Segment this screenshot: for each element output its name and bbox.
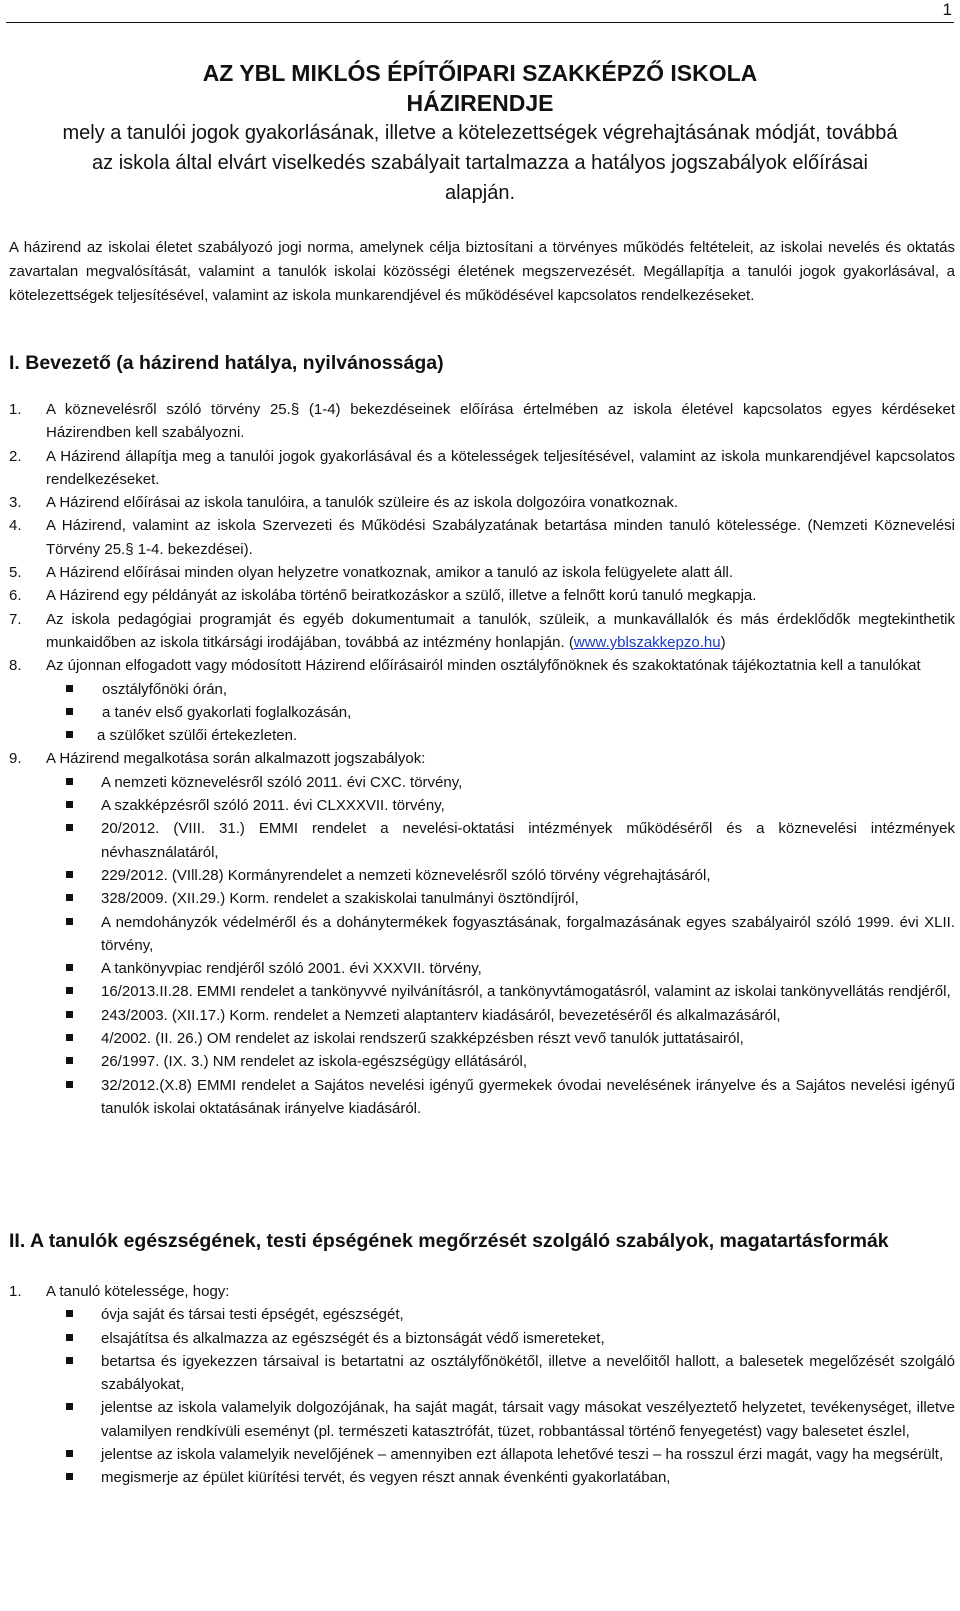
bullet-square-icon [66,1081,73,1088]
bullet-item: 32/2012.(X.8) EMMI rendelet a Sajátos nevelési igényű gyermekek óvodai nevelésének irányelve és a Sajátos nevelési igényű tanulók iskolai oktatásának irányelve kiadásáról. [9,1074,955,1121]
bullet-item: megismerje az épület kiürítési tervét, és vegyen részt annak évenkénti gyakorlatában, [9,1466,955,1489]
item-number: 4. [9,517,22,535]
item-text: A Házirend előírásai az iskola tanulóira, a tanulók szüleire és az iskola dolgozóira vonatkoznak. [46,494,679,512]
header-rule [6,22,954,23]
bullet-square-icon [66,1011,73,1018]
bullet-item: 4/2002. (II. 26.) OM rendelet az iskolai rendszerű szakképzésben részt vevő tanulók juttatásairól, [9,1027,955,1050]
bullet-item: A tankönyvpiac rendjéről szóló 2001. évi XXXVII. törvény, [9,957,955,980]
bullet-item: 26/1997. (IX. 3.) NM rendelet az iskola-egészségügy ellátásáról, [9,1050,955,1073]
section-2-heading: II. A tanulók egészségének, testi épségének megőrzését szolgáló szabályok, magatartásformák [9,1230,889,1252]
bullet-item: óvja saját és társai testi épségét, egészségét, [9,1303,955,1326]
item-number: 9. [9,750,22,768]
bullet-item: A nemzeti köznevelésről szóló 2011. évi CXC. törvény, [9,771,955,794]
bullet-item: A nemdohányzók védelméről és a dohánytermékek fogyasztásának, forgalmazásának egyes szabályairól szóló 1999. évi XLII. törvény, [9,911,955,958]
item-text: A Házirend előírásai minden olyan helyzetre vonatkoznak, amikor a tanuló az iskola felügyelete alatt áll. [46,564,734,582]
list-item [9,514,955,561]
bullet-item: jelentse az iskola valamelyik nevelőjének – amennyiben ezt állapota lehetővé teszi – ha rosszul érzi magát, vagy ha megsérült, [9,1443,955,1466]
bullet-item: a tanév első gyakorlati foglalkozásán, [9,701,955,724]
item-number: 3. [9,494,22,512]
item-number: 6. [9,587,22,605]
title-line-1: AZ YBL MIKLÓS ÉPÍTŐIPARI SZAKKÉPZŐ ISKOLA [202,60,758,86]
bullet-item: 328/2009. (XII.29.) Korm. rendelet a szakiskolai tanulmányi ösztöndíjról, [9,887,955,910]
bullet-square-icon [66,1450,73,1457]
section-1-list [9,398,955,1120]
bullet-square-icon [66,1034,73,1041]
bullet-list [9,678,955,748]
bullet-item: 229/2012. (VIll.28) Kormányrendelet a nemzeti köznevelésről szóló törvény végrehajtásáról, [9,864,955,887]
bullet-square-icon [66,1357,73,1364]
bullet-square-icon [66,778,73,785]
bullet-list [9,771,955,1120]
item-text: A Házirend egy példányát az iskolába történő beiratkozáskor a szülő, illetve a felnőtt korú tanuló megkapja. [46,587,757,605]
item-number: 1. [9,1283,22,1300]
section-2-list [9,1280,955,1490]
item-text: A köznevelésről szóló törvény 25.§ (1-4) bekezdéseinek előírása értelmében az iskola életével kapcsolatos egyes kérdéseket Házirendben kell szabályozni. [46,401,955,442]
bullet-square-icon [66,1473,73,1480]
bullet-square-icon [66,894,73,901]
bullet-square-icon [66,871,73,878]
bullet-square-icon [66,731,73,738]
bullet-item: A szakképzésről szóló 2011. évi CLXXXVII. törvény, [9,794,955,817]
bullet-item: a szülőket szülői értekezleten. [9,724,955,747]
list-item [9,1280,955,1303]
bullet-item: 16/2013.II.28. EMMI rendelet a tankönyvvé nyilvánításról, a tankönyvtámogatásról, valamint az iskolai tankönyvellátás rendjéről, [9,980,955,1003]
bullet-list [9,1303,955,1489]
item-text: A Házirend állapítja meg a tanulói jogok gyakorlásával és a kötelességek teljesítésével, valamint az iskola munkarendjével kapcsolatos rendelkezéseket. [46,447,955,488]
bullet-square-icon [66,1403,73,1410]
bullet-item: betartsa és igyekezzen társaival is betartatni az osztályfőnökétől, illetve a nevelőitől hallott, a balesetek megelőzését szolgáló szabályokat, [9,1350,955,1397]
document-title [0,58,960,208]
item-text: Az újonnan elfogadott vagy módosított Házirend előírásairól minden osztályfőnöknek és szakoktatónak tájékoztatnia kell a tanulókat [46,657,921,675]
bullet-square-icon [66,1057,73,1064]
bullet-square-icon [66,824,73,831]
bullet-square-icon [66,801,73,808]
bullet-item: elsajátítsa és alkalmazza az egészségét és a biztonságát védő ismereteket, [9,1327,955,1350]
bullet-square-icon [66,708,73,715]
bullet-square-icon [66,1334,73,1341]
section-1-heading: I. Bevezető (a házirend hatálya, nyilvánossága) [9,352,444,374]
list-item [9,445,955,492]
list-item [9,491,955,514]
list-item [9,654,955,677]
bullet-square-icon [66,964,73,971]
item-number: 5. [9,564,22,582]
list-item [9,584,955,607]
bullet-item: 243/2003. (XII.17.) Korm. rendelet a Nemzeti alaptanterv kiadásáról, bevezetéséről és alkalmazásáról, [9,1004,955,1027]
item-text: A Házirend, valamint az iskola Szervezeti és Működési Szabályzatának betartása minden tanuló kötelessége. (Nemzeti Köznevelési Törvény 25.§ 1-4. bekezdései). [46,517,955,558]
website-link[interactable]: www.yblszakkepzo.hu [573,633,721,651]
item-text-after: ) [720,633,726,651]
list-item [9,747,955,770]
bullet-square-icon [66,1310,73,1317]
bullet-square-icon [66,685,73,692]
bullet-square-icon [66,987,73,994]
item-number: 2. [9,447,22,465]
list-item [9,608,955,655]
item-text: Az iskola pedagógiai programját és egyéb dokumentumait a tanulók, szüleik, a munkavállalók és más érdeklődők megtekinthetik munkaidőben az iskola titkársági irodájában, továbbá az intézmény honlapján. ( [46,610,955,651]
item-text: A Házirend megalkotása során alkalmazott jogszabályok: [46,750,426,768]
title-subtitle: mely a tanulói jogok gyakorlásának, illetve a kötelezettségek végrehajtásának módját, továbbá az iskola által elvárt viselkedés szabályait tartalmazza a hatályos jogszabályok előírásai alapján. [62,122,898,204]
list-item [9,561,955,584]
bullet-item: jelentse az iskola valamelyik dolgozójának, ha saját magát, társait vagy másokat veszélyeztető helyzetet, tevékenységet, illetve valamilyen rendkívüli eseményt (pl. természeti katasztrófát, tüzet, robbantással történő fenyegetést) vagy balesetet észlel, [9,1396,955,1443]
page-number: 1 [942,0,952,19]
bullet-square-icon [66,918,73,925]
bullet-item: osztályfőnöki órán, [9,678,955,701]
intro-paragraph: A házirend az iskolai életet szabályozó jogi norma, amelynek célja biztosítani a törvényes működés feltételeit, az iskolai nevelés és oktatás zavartalan megvalósítását, valamint a tanulók iskolai közösségi életének megszervezését. Megállapítja a tanulói jogok gyakorlásával, a kötelezettségek teljesítésével, valamint az iskola munkarendjével és működésével kapcsolatos rendelkezéseket. [9,239,955,304]
item-number: 8. [9,657,22,675]
bullet-item: 20/2012. (VIII. 31.) EMMI rendelet a nevelési-oktatási intézmények működéséről és a köznevelési intézmények névhasználatáról, [9,817,955,864]
item-number: 1. [9,401,22,418]
item-text: A tanuló kötelessége, hogy: [46,1283,230,1300]
item-number: 7. [9,610,22,628]
list-item [9,398,955,445]
title-line-2: HÁZIRENDJE [406,90,554,116]
